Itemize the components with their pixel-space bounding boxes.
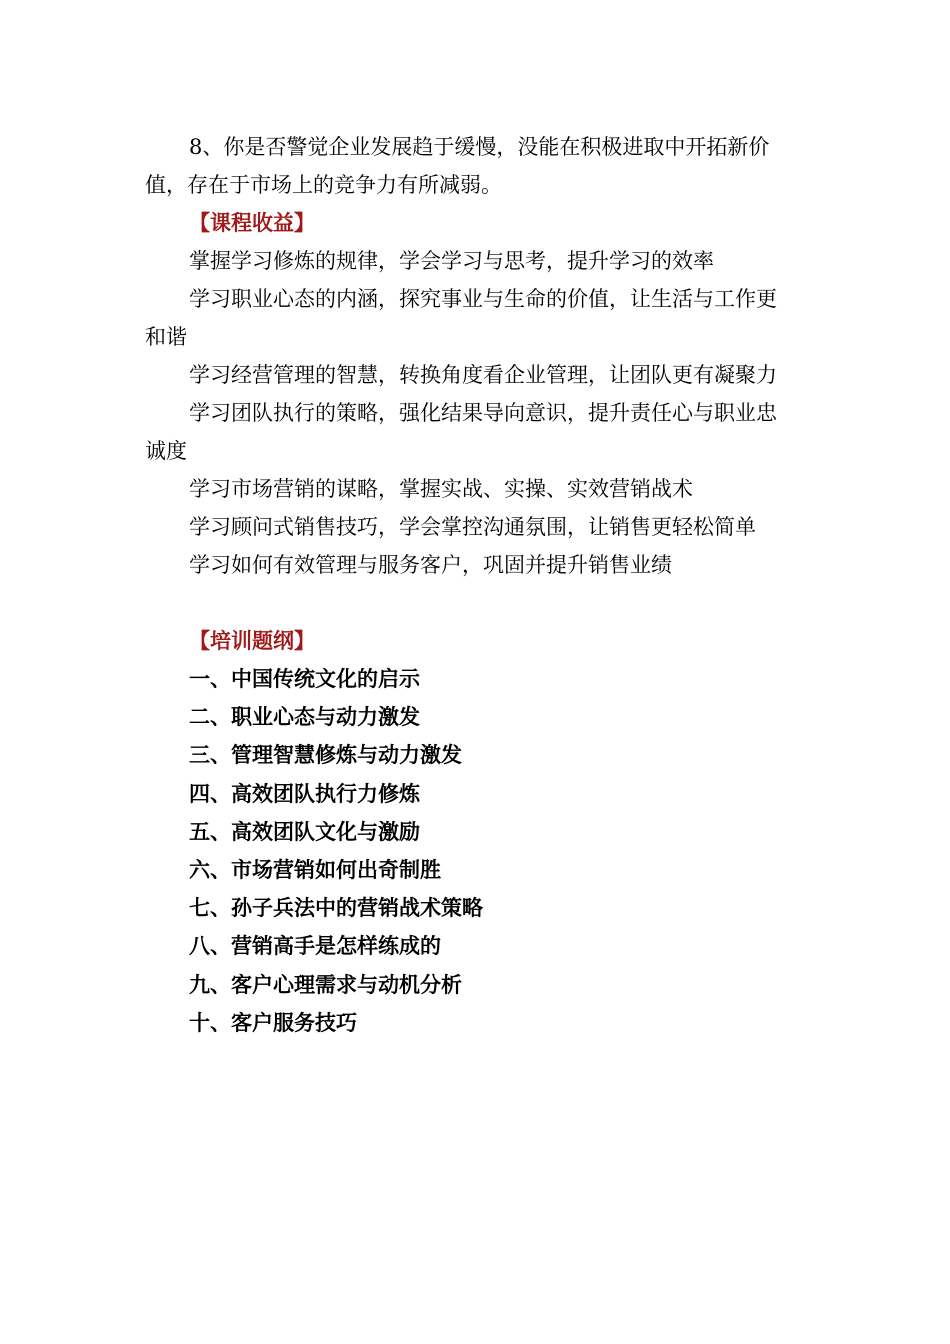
outline-item-7: 七、孙子兵法中的营销战术策略 <box>189 895 483 921</box>
outline-item-3: 三、管理智慧修炼与动力激发 <box>189 742 462 768</box>
benefit-item-5: 学习市场营销的谋略，掌握实战、实操、实效营销战术 <box>189 477 693 501</box>
outline-heading: 【培训题纲】 <box>189 628 315 653</box>
benefit-item-6: 学习顾问式销售技巧，学会掌控沟通氛围，让销售更轻松简单 <box>189 515 756 539</box>
outline-item-4: 四、高效团队执行力修炼 <box>189 780 420 806</box>
section-spacer <box>145 584 809 622</box>
outline-item-10: 十、客户服务技巧 <box>189 1009 357 1035</box>
outline-item-2: 二、职业心态与动力激发 <box>189 704 420 730</box>
benefit-item-2-line-1: 学习职业心态的内涵，探究事业与生命的价值，让生活与工作更 <box>189 287 777 311</box>
intro-item-8-line-2: 值，存在于市场上的竞争力有所减弱。 <box>145 173 502 197</box>
benefit-item-4-line-2: 诚度 <box>145 439 187 463</box>
outline-item-1: 一、中国传统文化的启示 <box>189 666 420 691</box>
benefit-item-3: 学习经营管理的智慧，转换角度看企业管理，让团队更有凝聚力 <box>189 363 777 387</box>
benefit-item-2-line-2: 和谐 <box>145 325 187 349</box>
outline-item-6: 六、市场营销如何出奇制胜 <box>189 857 441 883</box>
outline-item-8: 八、营销高手是怎样练成的 <box>189 933 441 959</box>
outline-item-5: 五、高效团队文化与激励 <box>189 818 420 844</box>
intro-item-8-line-1: 8、你是否警觉企业发展趋于缓慢，没能在积极进取中开拓新价 <box>189 135 770 159</box>
benefit-item-1: 掌握学习修炼的规律，学会学习与思考，提升学习的效率 <box>189 249 714 273</box>
outline-item-9: 九、客户心理需求与动机分析 <box>189 971 462 997</box>
benefit-item-7: 学习如何有效管理与服务客户，巩固并提升销售业绩 <box>189 553 672 577</box>
benefit-item-4-line-1: 学习团队执行的策略，强化结果导向意识，提升责任心与职业忠 <box>189 401 777 425</box>
document-page <box>145 128 809 1042</box>
benefits-heading: 【课程收益】 <box>189 210 315 235</box>
